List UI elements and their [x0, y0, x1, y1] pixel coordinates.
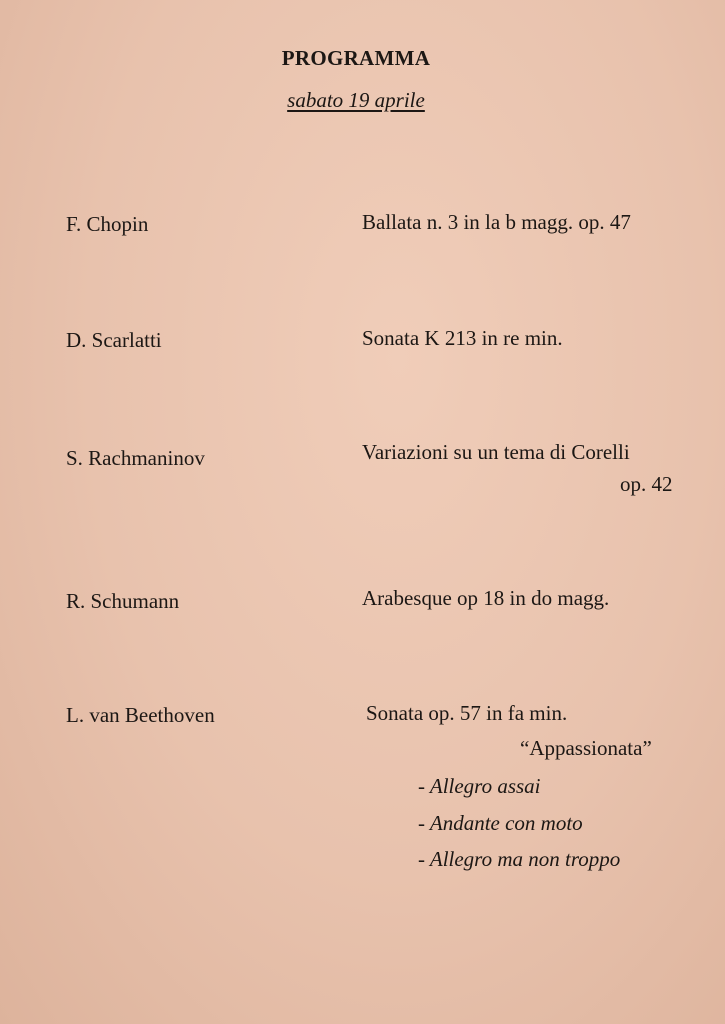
work-schumann: Arabesque op 18 in do magg.	[362, 586, 610, 610]
work-rachmaninov: Variazioni su un tema di Corelli	[362, 440, 630, 464]
work-rachmaninov-opus: op. 42	[620, 472, 673, 496]
composer-scarlatti: D. Scarlatti	[66, 328, 162, 352]
program-date: sabato 19 aprile	[287, 88, 425, 112]
program-title: PROGRAMMA	[281, 46, 431, 70]
movement-1: - Allegro assai	[418, 774, 541, 798]
composer-schumann: R. Schumann	[66, 589, 180, 613]
work-scarlatti: Sonata K 213 in re min.	[362, 326, 563, 350]
work-beethoven: Sonata op. 57 in fa min.	[366, 701, 568, 725]
work-chopin: Ballata n. 3 in la b magg. op. 47	[362, 210, 631, 234]
composer-chopin: F. Chopin	[66, 212, 149, 236]
movement-3: - Allegro ma non troppo	[418, 847, 621, 871]
composer-beethoven: L. van Beethoven	[66, 703, 215, 727]
movement-2: - Andante con moto	[418, 811, 583, 835]
work-beethoven-subtitle: “Appassionata”	[520, 736, 652, 760]
composer-rachmaninov: S. Rachmaninov	[66, 446, 205, 470]
